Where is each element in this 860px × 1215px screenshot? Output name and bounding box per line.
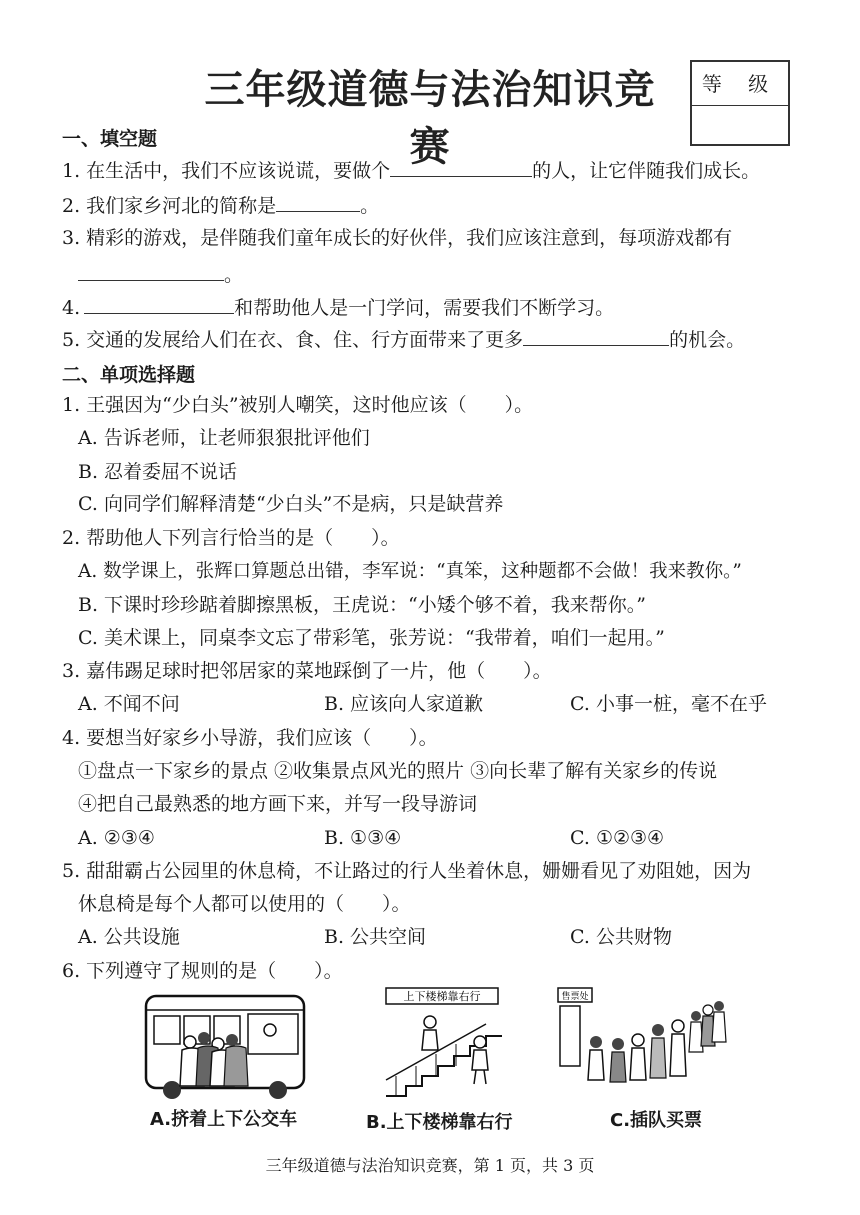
q4-statements-line2: ④把自己最熟悉的地方画下来，并写一段导游词: [78, 793, 478, 815]
q1-option-a[interactable]: A. 告诉老师，让老师狠狠批评他们: [78, 427, 370, 449]
choice-question-5-cont: 休息椅是每个人都可以使用的（ ）。: [78, 893, 411, 915]
fill-question-2: [62, 191, 379, 219]
caption-c: C.插队买票: [610, 1110, 703, 1131]
q2-option-a[interactable]: A. 数学课上，张辉口算题总出错，李军说：“真笨，这种题都不会做！我来教你。”: [78, 561, 742, 582]
q5-option-a[interactable]: A. 公共设施: [78, 926, 180, 948]
fill-question-3-cont: [78, 260, 243, 288]
q1-text: 1. 在生活中，我们不应该说谎，要做个: [62, 160, 391, 182]
q5-text-after: 的机会。: [669, 329, 746, 351]
q5-text: 5. 交通的发展给人们在衣、食、住、行方面带来了更多: [62, 329, 524, 351]
q5-option-b[interactable]: B. 公共空间: [324, 926, 427, 948]
q3-blank[interactable]: [78, 260, 224, 281]
q4-option-c[interactable]: C. ①②③④: [570, 827, 665, 849]
q1-text-after: 的人，让它伴随我们成长。: [532, 160, 761, 182]
q1-blank[interactable]: [390, 156, 532, 177]
q3-text: 3. 精彩的游戏，是伴随我们童年成长的好伙伴，我们应该注意到，每项游戏都有: [62, 227, 733, 249]
bus-crowding-illustration[interactable]: [140, 990, 310, 1100]
q4-statements-line1: ①盘点一下家乡的景点 ②收集景点风光的照片 ③向长辈了解有关家乡的传说: [78, 760, 718, 782]
choice-question-6: 6. 下列遵守了规则的是（ ）。: [62, 960, 343, 982]
q3-option-c[interactable]: C. 小事一桩，毫不在乎: [570, 693, 767, 715]
fill-question-4: [62, 293, 614, 321]
choice-question-3: 3. 嘉伟踢足球时把邻居家的菜地踩倒了一片，他（ ）。: [62, 660, 552, 682]
q1-option-c[interactable]: C. 向同学们解释清楚“少白头”不是病，只是缺营养: [78, 493, 504, 515]
fill-question-1: [62, 156, 760, 184]
q3-option-b[interactable]: B. 应该向人家道歉: [324, 693, 484, 715]
q2-option-c[interactable]: C. 美术课上，同桌李文忘了带彩笔，张芳说：“我带着，咱们一起用。”: [78, 627, 665, 649]
grade-label: 等 级: [692, 62, 788, 106]
q2-option-b[interactable]: B. 下课时珍珍踮着脚擦黑板，王虎说：“小矮个够不着，我来帮你。”: [78, 594, 646, 616]
q3-option-a[interactable]: A. 不闻不问: [78, 693, 180, 715]
q2-text: 2. 我们家乡河北的简称是: [62, 195, 277, 217]
fill-question-5: [62, 325, 745, 353]
q2-text-after: 。: [360, 195, 380, 217]
page-footer: 三年级道德与法治知识竞赛，第 1 页，共 3 页: [265, 1156, 595, 1175]
q4-blank[interactable]: [84, 293, 234, 314]
caption-a: A.挤着上下公交车: [150, 1109, 298, 1130]
q3-text-after: 。: [224, 264, 244, 286]
q4-option-a[interactable]: A. ②③④: [78, 827, 155, 849]
section1-heading: 一、填空题: [62, 128, 158, 150]
ticket-office-sign-text: 售票处: [561, 992, 589, 1002]
section2-heading: 二、单项选择题: [62, 364, 196, 386]
stairs-sign-text: 上下楼梯靠右行: [403, 990, 481, 1003]
exam-title: 三年级道德与法治知识竞赛: [204, 66, 656, 170]
caption-b: B.上下楼梯靠右行: [366, 1112, 513, 1133]
stairs-keep-right-illustration[interactable]: [376, 984, 516, 1102]
q1-option-b[interactable]: B. 忍着委屈不说话: [78, 461, 238, 483]
grade-box: [690, 60, 790, 146]
q4-option-b[interactable]: B. ①③④: [324, 827, 402, 849]
choice-question-2: 2. 帮助他人下列言行恰当的是（ ）。: [62, 527, 400, 549]
choice-question-4: 4. 要想当好家乡小导游，我们应该（ ）。: [62, 727, 438, 749]
q4-text: 4.: [62, 297, 81, 319]
q4-text-after: 和帮助他人是一门学问，需要我们不断学习。: [234, 297, 615, 319]
queue-cutting-illustration[interactable]: [556, 986, 731, 1098]
choice-question-1: 1. 王强因为“少白头”被别人嘲笑，这时他应该（ ）。: [62, 394, 534, 416]
q2-blank[interactable]: [276, 191, 360, 212]
q5-option-c[interactable]: C. 公共财物: [570, 926, 672, 948]
q5-blank[interactable]: [523, 325, 669, 346]
choice-question-5: 5. 甜甜霸占公园里的休息椅，不让路过的行人坐着休息，姗姗看见了劝阻她，因为: [62, 860, 752, 882]
fill-question-3: [62, 225, 732, 251]
